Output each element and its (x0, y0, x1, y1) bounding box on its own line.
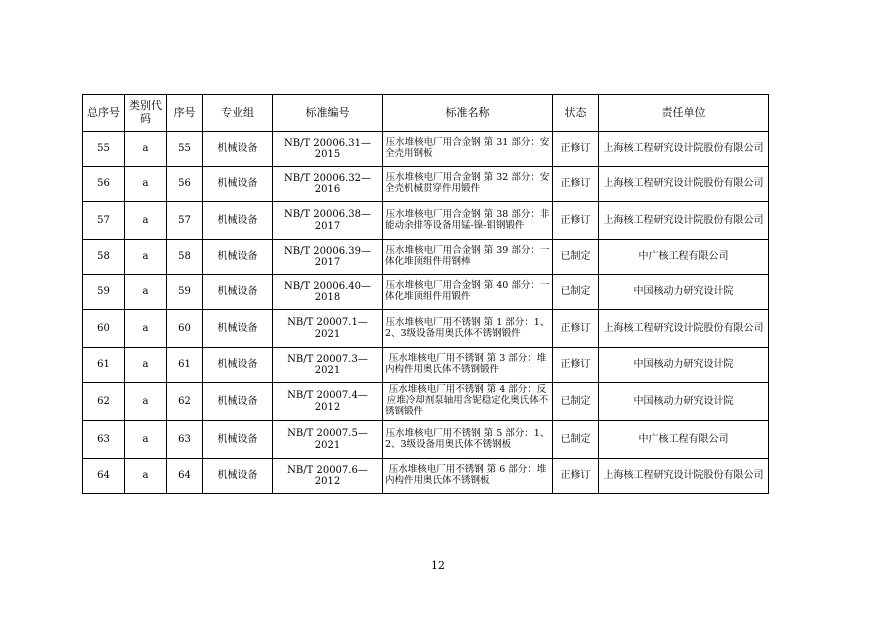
cell-group: 机械设备 (203, 348, 273, 383)
cell-std-code: NB/T 20006.38—2017 (273, 202, 383, 240)
cell-seq: 61 (167, 348, 203, 383)
header-total-no: 总序号 (83, 95, 125, 132)
cell-std-name: 压水堆核电厂用合金钢 第 40 部分：一体化堆顶组件用锻件 (383, 275, 553, 310)
cell-group: 机械设备 (203, 202, 273, 240)
header-unit: 责任单位 (599, 95, 769, 132)
cell-std-name: 压水堆核电厂用不锈钢 第 5 部分：1、2、3级设备用奥氏体不锈钢板 (383, 421, 553, 459)
cell-std-code: NB/T 20007.4—2012 (273, 383, 383, 421)
cell-std-code: NB/T 20006.40—2018 (273, 275, 383, 310)
cell-total-no: 61 (83, 348, 125, 383)
cell-seq: 59 (167, 275, 203, 310)
cell-unit: 上海核工程研究设计院股份有限公司 (599, 202, 769, 240)
header-std-name: 标准名称 (383, 95, 553, 132)
cell-group: 机械设备 (203, 275, 273, 310)
table-row (83, 275, 769, 310)
cell-std-code: NB/T 20006.39—2017 (273, 240, 383, 275)
cell-status: 正修订 (553, 167, 599, 202)
cell-status: 正修订 (553, 348, 599, 383)
cell-unit: 上海核工程研究设计院股份有限公司 (599, 310, 769, 348)
cell-group: 机械设备 (203, 167, 273, 202)
table-row (83, 202, 769, 240)
cell-total-no: 59 (83, 275, 125, 310)
cell-category-code: a (125, 459, 167, 494)
cell-category-code: a (125, 167, 167, 202)
cell-status: 正修订 (553, 459, 599, 494)
header-row (83, 95, 769, 132)
cell-unit: 中国核动力研究设计院 (599, 275, 769, 310)
cell-category-code: a (125, 132, 167, 167)
cell-seq: 58 (167, 240, 203, 275)
table-row (83, 348, 769, 383)
cell-total-no: 62 (83, 383, 125, 421)
cell-category-code: a (125, 348, 167, 383)
standards-table (82, 94, 769, 494)
table-row (83, 167, 769, 202)
cell-std-name: 压水堆核电厂用不锈钢 第 1 部分：1、2、3级设备用奥氏体不锈钢锻件 (383, 310, 553, 348)
cell-category-code: a (125, 421, 167, 459)
cell-status: 已制定 (553, 421, 599, 459)
cell-seq: 63 (167, 421, 203, 459)
header-std-code: 标准编号 (273, 95, 383, 132)
cell-unit: 中广核工程有限公司 (599, 240, 769, 275)
table-row (83, 421, 769, 459)
cell-status: 已制定 (553, 275, 599, 310)
header-group: 专业组 (203, 95, 273, 132)
table-row (83, 383, 769, 421)
cell-status: 已制定 (553, 383, 599, 421)
cell-seq: 60 (167, 310, 203, 348)
cell-std-name: 压水堆核电厂用合金钢 第 32 部分：安全壳机械贯穿件用锻件 (383, 167, 553, 202)
cell-std-code: NB/T 20007.1—2021 (273, 310, 383, 348)
cell-status: 已制定 (553, 240, 599, 275)
cell-unit: 上海核工程研究设计院股份有限公司 (599, 167, 769, 202)
page-number: 12 (431, 559, 445, 572)
cell-seq: 56 (167, 167, 203, 202)
cell-unit: 中广核工程有限公司 (599, 421, 769, 459)
cell-total-no: 58 (83, 240, 125, 275)
cell-std-code: NB/T 20006.32—2016 (273, 167, 383, 202)
cell-status: 正修订 (553, 202, 599, 240)
cell-category-code: a (125, 383, 167, 421)
cell-unit: 上海核工程研究设计院股份有限公司 (599, 132, 769, 167)
cell-unit: 中国核动力研究设计院 (599, 383, 769, 421)
header-status: 状态 (553, 95, 599, 132)
cell-total-no: 56 (83, 167, 125, 202)
cell-std-name: 压水堆核电厂用不锈钢 第 4 部分：反应堆冷却剂泵轴用含铌稳定化奥氏体不锈钢锻件 (383, 383, 553, 421)
cell-status: 正修订 (553, 132, 599, 167)
cell-unit: 中国核动力研究设计院 (599, 348, 769, 383)
table-row (83, 132, 769, 167)
cell-group: 机械设备 (203, 240, 273, 275)
cell-group: 机械设备 (203, 421, 273, 459)
cell-std-code: NB/T 20006.31—2015 (273, 132, 383, 167)
cell-std-name: 压水堆核电厂用合金钢 第 38 部分：非能动余排等设备用锰-镍-钼钢锻件 (383, 202, 553, 240)
cell-group: 机械设备 (203, 310, 273, 348)
cell-total-no: 55 (83, 132, 125, 167)
cell-std-name: 压水堆核电厂用不锈钢 第 3 部分：堆内构件用奥氏体不锈钢锻件 (383, 348, 553, 383)
header-category-code: 类别代码 (125, 95, 167, 132)
header-seq: 序号 (167, 95, 203, 132)
cell-group: 机械设备 (203, 383, 273, 421)
cell-category-code: a (125, 202, 167, 240)
cell-group: 机械设备 (203, 459, 273, 494)
cell-category-code: a (125, 310, 167, 348)
table-row (83, 459, 769, 494)
cell-category-code: a (125, 240, 167, 275)
cell-group: 机械设备 (203, 132, 273, 167)
cell-unit: 上海核工程研究设计院股份有限公司 (599, 459, 769, 494)
cell-std-code: NB/T 20007.3—2021 (273, 348, 383, 383)
cell-std-name: 压水堆核电厂用合金钢 第 31 部分：安全壳用钢板 (383, 132, 553, 167)
cell-total-no: 57 (83, 202, 125, 240)
cell-seq: 64 (167, 459, 203, 494)
cell-std-code: NB/T 20007.6—2012 (273, 459, 383, 494)
cell-std-name: 压水堆核电厂用不锈钢 第 6 部分：堆内构件用奥氏体不锈钢板 (383, 459, 553, 494)
cell-total-no: 63 (83, 421, 125, 459)
cell-seq: 55 (167, 132, 203, 167)
cell-total-no: 64 (83, 459, 125, 494)
table-row (83, 310, 769, 348)
cell-status: 正修订 (553, 310, 599, 348)
table-row (83, 240, 769, 275)
cell-category-code: a (125, 275, 167, 310)
cell-std-code: NB/T 20007.5—2021 (273, 421, 383, 459)
cell-seq: 57 (167, 202, 203, 240)
cell-std-name: 压水堆核电厂用合金钢 第 39 部分：一体化堆顶组件用钢棒 (383, 240, 553, 275)
cell-seq: 62 (167, 383, 203, 421)
cell-total-no: 60 (83, 310, 125, 348)
